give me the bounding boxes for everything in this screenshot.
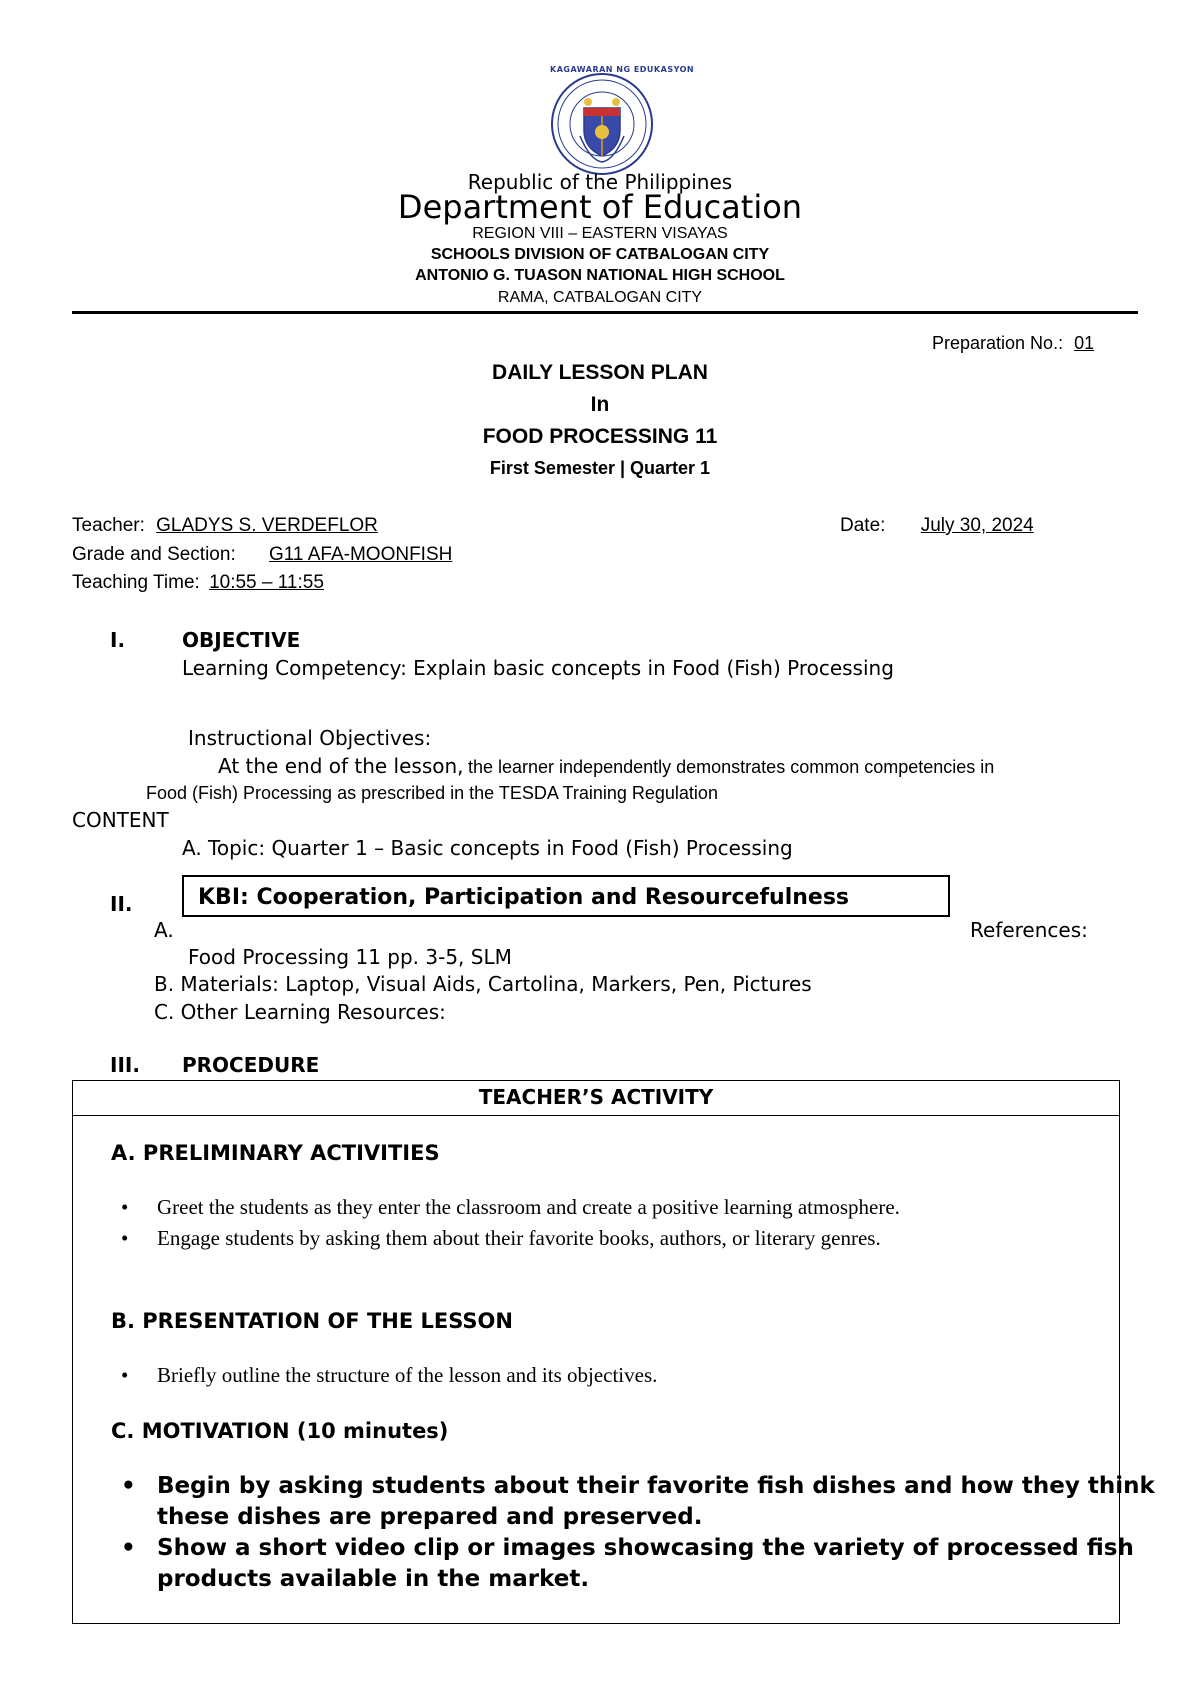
procedure-numeral: III. [110,1053,140,1077]
bullet-icon: • [121,1226,129,1250]
title-line-1: DAILY LESSON PLAN [492,361,708,384]
objective-heading: OBJECTIVE [182,628,301,652]
procedure-heading: PROCEDURE [182,1053,320,1077]
learning-competency: Learning Competency: Explain basic concepts in Food (Fish) Processing [182,656,894,680]
references-letter: A. [154,918,174,942]
title-line-3: FOOD PROCESSING 11 [482,425,718,448]
instr-lead: At the end of the lesson, [218,754,464,778]
grade-label: Grade and Section: [72,544,236,565]
instr-rest-1: the learner independently demonstrates common competencies in [467,757,995,777]
section-motivation: C. MOTIVATION (10 minutes) [111,1419,449,1443]
instructional-objective-line-2: Food (Fish) Processing as prescribed in the TESDA Training Regulation [146,783,718,803]
teacher-row [72,515,414,537]
section-preliminary: A. PRELIMINARY ACTIVITIES [111,1141,440,1165]
bullet-icon: • [121,1473,136,1499]
references-value: Food Processing 11 pp. 3-5, SLM [188,945,512,969]
materials: B. Materials: Laptop, Visual Aids, Cartolina, Markers, Pen, Pictures [154,972,812,996]
teacher-label: Teacher: [72,515,145,536]
list-item-text: Briefly outline the structure of the lesson and its objectives. [157,1363,658,1387]
other-resources: C. Other Learning Resources: [154,1000,446,1024]
grade-row [72,544,452,566]
preparation-value: 01 [1074,333,1095,353]
references-label: References: [970,918,1088,942]
bullet-icon: • [121,1363,129,1387]
title-line-4: First Semester | Quarter 1 [489,458,711,478]
title-line-2: In [590,393,610,416]
grade-value: G11 AFA-MOONFISH [269,544,453,565]
school-line: ANTONIO G. TUASON NATIONAL HIGH SCHOOL [415,267,785,284]
bullet-icon: • [121,1535,136,1561]
time-row [72,572,352,594]
date-label: Date: [840,515,886,536]
table-header: TEACHER’S ACTIVITY [73,1081,1119,1116]
region-line: REGION VIII – EASTERN VISAYAS [472,225,728,242]
instructional-objective-line-1 [218,754,994,778]
date-value: July 30, 2024 [920,515,1034,536]
content-heading: CONTENT [72,808,169,832]
list-item-text: Greet the students as they enter the classroom and create a positive learning atmosphere. [157,1195,900,1219]
procedure-table [72,1080,1155,1624]
kbi-box [182,875,950,917]
bullet-icon: • [121,1195,129,1219]
instructional-objectives-label: Instructional Objectives: [188,726,432,750]
section-presentation: B. PRESENTATION OF THE LESSON [111,1309,513,1333]
preparation-label: Preparation No.: [932,333,1064,353]
date-row [840,515,1064,537]
time-value: 10:55 – 11:55 [209,572,324,593]
list-item-text: these dishes are prepared and preserved. [157,1504,703,1530]
list-item-text: Engage students by asking them about their favorite books, authors, or literary genres. [157,1226,881,1250]
deped-seal-logo [550,65,695,176]
division-line: SCHOOLS DIVISION OF CATBALOGAN CITY [430,246,770,263]
content-topic: A. Topic: Quarter 1 – Basic concepts in Food (Fish) Processing [182,836,793,860]
address-line: RAMA, CATBALOGAN CITY [497,289,703,306]
republic-line: Republic of the Philippines [467,170,733,194]
content-numeral: II. [110,892,133,916]
time-label: Teaching Time: [72,572,200,593]
department-title: Department of Education [397,188,803,226]
list-item-text: Show a short video clip or images showcasing the variety of processed fish [157,1535,1134,1561]
objective-numeral: I. [110,628,126,652]
seal-text: KAGAWARAN NG EDUKASYON [550,65,695,74]
teacher-value: GLADYS S. VERDEFLOR [156,515,378,536]
preparation-number [932,333,1100,354]
list-item-text: Begin by asking students about their favorite fish dishes and how they think [157,1473,1155,1499]
header-divider [72,311,1138,314]
list-item-text: products available in the market. [157,1566,590,1592]
kbi-text: KBI: Cooperation, Participation and Resourcefulness [198,885,850,910]
